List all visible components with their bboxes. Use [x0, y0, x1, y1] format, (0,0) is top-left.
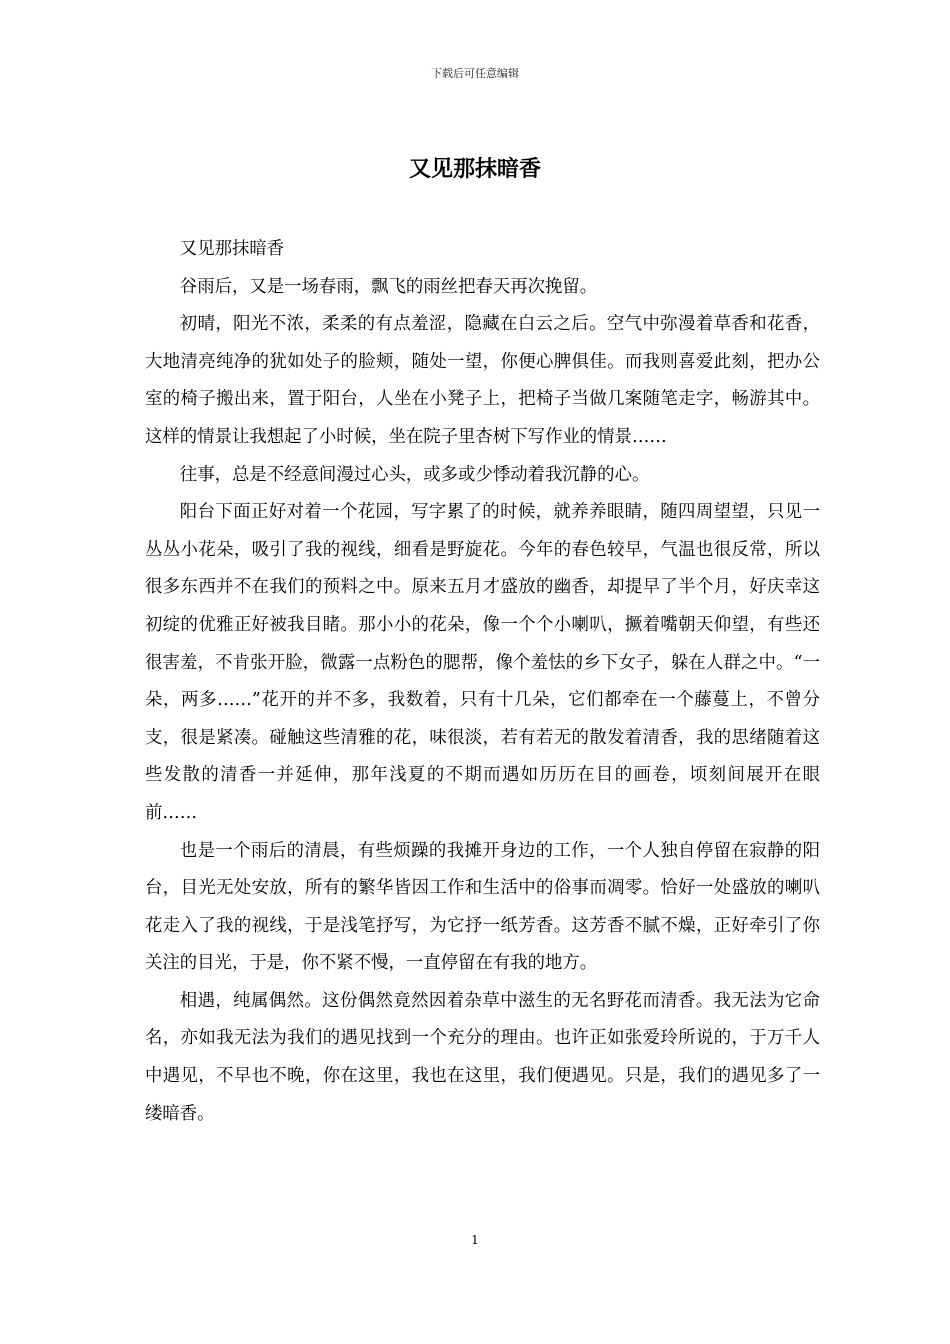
document-body [145, 231, 820, 1133]
page-number: 1 [471, 1233, 479, 1247]
document-title: 又见那抹暗香 [408, 156, 541, 182]
paragraph: 谷雨后，又是一场春雨，飘飞的雨丝把春天再次挽留。 [179, 276, 598, 297]
paragraph-subtitle: 又见那抹暗香 [179, 239, 285, 259]
paragraph: 阳台下面正好对着一个花园，写字累了的时候，就养养眼睛，随四周望望，只见一丛丛小花朵，吸引了我的视线，细看是野旋花。今年的春色较早，气温也很反常，所以很多东西并不在我们的预料之中。原来五月才盛放的幽香，却提早了半个月，好庆幸这初绽的优雅正好被我目睹。那小小的花朵，像一个个小喇叭，撅着嘴朝天仰望，有些还很害羞，不肯张开脸，微露一点粉色的腮帮，像个羞怯的乡下女子，躲在人群之中。“一朵，两多……”花开的并不多，我数着，只有十几朵，它们都牵在一个藤蔓上，不曾分支，很是紧凑。碰触这些清雅的花，味很淡，若有若无的散发着清香，我的思绪随着这些发散的清香一并延伸，那年浅夏的不期而遇如历历在目的画卷，顷刻间展开在眼前…… [145, 502, 820, 823]
paragraph: 往事，总是不经意间漫过心头，或多或少悸动着我沉静的心。 [179, 464, 650, 485]
paragraph: 相遇，纯属偶然。这份偶然竟然因着杂草中滋生的无名野花而清香。我无法为它命名，亦如我无法为我们的遇见找到一个充分的理由。也许正如张爱玲所说的，于万千人中遇见，不早也不晚，你在这里，我也在这里，我们便遇见。只是，我们的遇见多了一缕暗香。 [145, 990, 820, 1124]
paragraph: 初晴，阳光不浓，柔柔的有点羞涩，隐藏在白云之后。空气中弥漫着草香和花香，大地清亮纯净的犹如处子的脸颊，随处一望，你便心脾俱佳。而我则喜爱此刻，把办公室的椅子搬出来，置于阳台，人坐在小凳子上，把椅子当做几案随笔走字，畅游其中。这样的情景让我想起了小时候，坐在院子里杏树下写作业的情景…… [145, 314, 820, 447]
header-note: 下载后可任意编辑 [431, 67, 519, 80]
paragraph: 也是一个雨后的清晨，有些烦躁的我摊开身边的工作，一个人独自停留在寂静的阳台，目光无处安放，所有的繁华皆因工作和生活中的俗事而凋零。恰好一处盛放的喇叭花走入了我的视线，于是浅笔抒写，为它抒一纸芳香。这芳香不腻不燥，正好牵引了你关注的目光，于是，你不紧不慢，一直停留在有我的地方。 [145, 840, 820, 974]
